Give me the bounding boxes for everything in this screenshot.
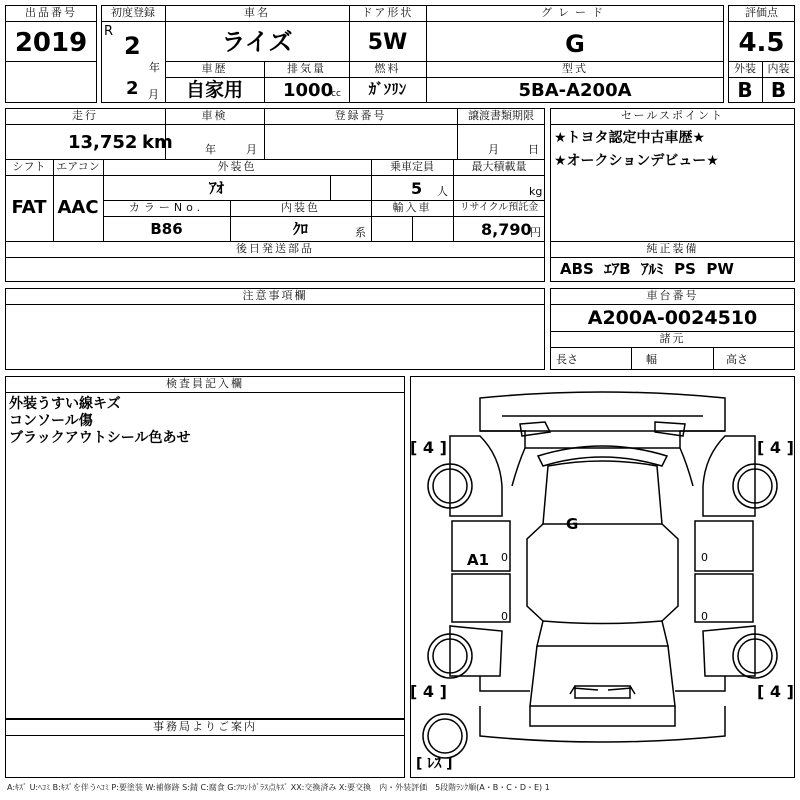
displacement-unit: cc: [331, 89, 341, 99]
reg-month-unit: 月: [148, 88, 159, 101]
later-parts-label: 後日発送部品: [236, 242, 314, 255]
tire-rear-left: [ 4 ]: [410, 682, 447, 701]
mileage: 13,752: [68, 132, 138, 153]
sales-point-2: ★オークションデビュー★: [554, 153, 719, 169]
equipment-list: ABS ｴｱB ｱﾙﾐ PS PW: [560, 260, 734, 278]
interior-grade: B: [770, 78, 787, 102]
sales-point-1: ★トヨタ認定中古車歴★: [554, 130, 706, 146]
transfer-month-unit: 月: [488, 143, 499, 156]
transfer-day-unit: 日: [528, 143, 539, 156]
shift-label: シフト: [12, 160, 46, 173]
tire-front-left: [ 4 ]: [410, 438, 447, 457]
reg-number-label: 登録番号: [334, 109, 387, 122]
door-type: 5W: [367, 30, 408, 55]
reg-year-unit: 年: [149, 61, 160, 74]
import-label: 輸入車: [392, 201, 432, 214]
displacement-label: 排気量: [287, 62, 326, 75]
car-name: ライズ: [221, 28, 293, 56]
history-label: 車歴: [201, 62, 228, 75]
mileage-label: 走行: [72, 109, 98, 122]
color-no: B86: [150, 220, 183, 238]
door-label: ドア形状: [361, 6, 414, 19]
history: 自家用: [185, 79, 243, 101]
inspection-year-unit: 年: [205, 143, 216, 156]
lot-number-label: 出品番号: [25, 6, 77, 19]
shift: FAT: [11, 197, 47, 218]
zero-mark-4: 0: [701, 610, 708, 623]
model: 5BA-A200A: [518, 80, 632, 101]
max-load-label: 最大積載量: [471, 160, 527, 173]
era: R: [104, 24, 114, 39]
capacity: 5: [411, 179, 423, 198]
int-color: ｸﾛ: [292, 220, 308, 238]
lot-number: 2019: [14, 28, 88, 58]
score-label: 評価点: [745, 6, 778, 19]
mileage-unit: km: [142, 132, 173, 153]
inspector-line-3: ブラックアウトシール色あせ: [9, 430, 191, 446]
exterior-grade: B: [737, 78, 753, 102]
interior-label: 内装: [767, 62, 790, 75]
max-load-unit: kg: [529, 185, 543, 198]
car-outline-diagram: [410, 376, 795, 778]
inspector-line-1: 外装うすい線キズ: [9, 396, 121, 412]
grade-label: グレード: [541, 6, 609, 19]
ext-color: ｱｵ: [208, 179, 224, 197]
capacity-label: 乗車定員: [390, 160, 434, 173]
recycle-deposit: 8,790: [481, 220, 532, 239]
displacement: 1000: [283, 80, 334, 101]
recycle-label: リサイクル預託金: [459, 202, 539, 213]
reg-year: 2: [124, 32, 141, 60]
spare-tire: [ ﾚｽ ]: [416, 756, 453, 772]
inspector-line-2: コンソール傷: [9, 413, 93, 429]
chassis-number: A200A-0024510: [587, 307, 758, 329]
grade: G: [565, 30, 585, 58]
height-label: 高さ: [726, 353, 748, 366]
inspection-month-unit: 月: [246, 143, 257, 156]
specs-label: 諸元: [659, 332, 686, 345]
zero-mark-1: 0: [501, 551, 508, 564]
notes-label: 注意事項欄: [242, 289, 308, 302]
length-label: 長さ: [556, 353, 578, 366]
recycle-unit: 円: [530, 226, 541, 239]
damage-mark-left-door: A1: [467, 551, 490, 569]
fuel: ｶﾞｿﾘﾝ: [368, 80, 407, 98]
sales-points-label: セールスポイント: [620, 109, 724, 122]
damage-mark-windshield: G: [566, 515, 579, 533]
office-label: 事務局よりご案内: [153, 720, 257, 733]
inspector-label: 検査員記入欄: [166, 377, 244, 390]
exterior-label: 外装: [734, 62, 756, 75]
ext-color-label: 外装色: [217, 160, 257, 173]
capacity-unit: 人: [437, 185, 448, 198]
chassis-label: 車台番号: [646, 289, 699, 302]
score: 4.5: [738, 28, 785, 58]
zero-mark-2: 0: [701, 551, 708, 564]
tire-front-right: [ 4 ]: [757, 438, 794, 457]
transfer-deadline-label: 譲渡書類期限: [468, 109, 534, 122]
equipment-label: 純正装備: [646, 242, 699, 255]
reg-month: 2: [126, 78, 139, 99]
width-label: 幅: [646, 353, 657, 366]
int-color-label: 内装色: [281, 201, 320, 214]
inspection-label: 車検: [201, 109, 228, 122]
ac: AAC: [57, 197, 99, 218]
damage-legend: A:ｷｽﾞ U:ﾍｺﾐ B:ｷｽﾞを伴うﾍｺﾐ P:要塗装 W:補修跡 S:錆 C:腐食 G:ﾌﾛﾝﾄｶﾞﾗｽ点ｷｽﾞ XX:交換済み X:要交換 内・外装評価 5段階ﾗﾝｸ順(A・B・C・D・E) 1: [7, 783, 550, 792]
first-reg-label: 初度登録: [111, 6, 155, 19]
ac-label: エアコン: [56, 160, 100, 173]
car-name-label: 車名: [244, 6, 270, 19]
model-label: 型式: [562, 62, 588, 75]
zero-mark-3: 0: [501, 610, 508, 623]
int-color-unit: 系: [355, 226, 366, 239]
color-no-label: カラーNo.: [128, 201, 205, 214]
tire-rear-right: [ 4 ]: [757, 682, 794, 701]
fuel-label: 燃料: [374, 62, 401, 75]
